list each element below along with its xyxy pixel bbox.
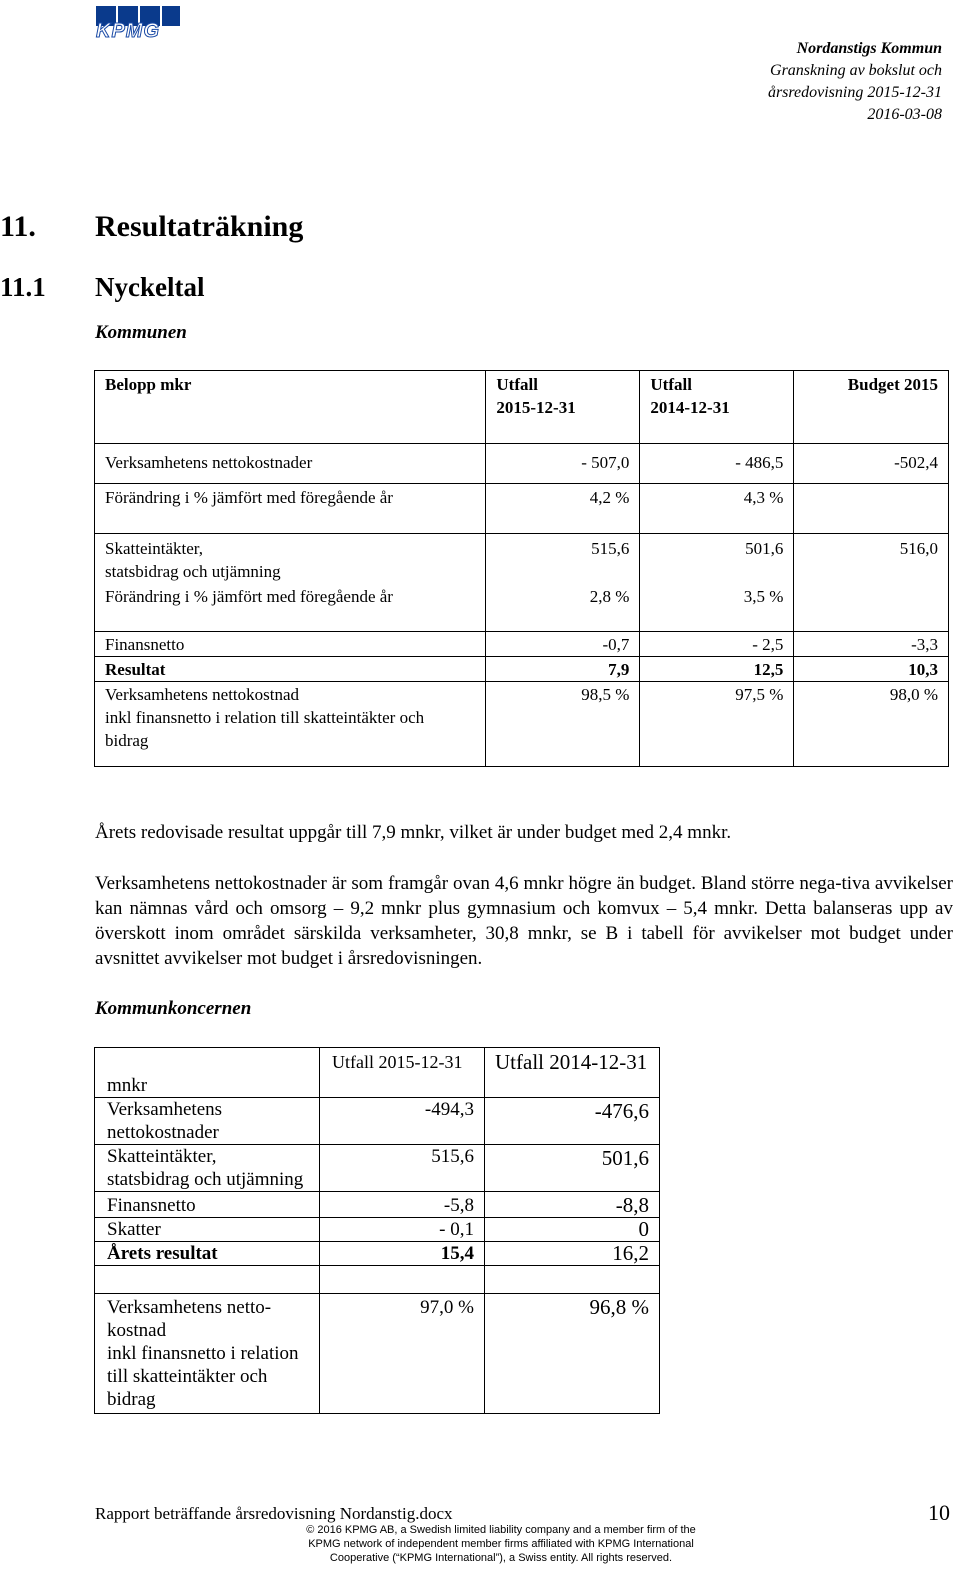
- koncern-heading: Kommunkoncernen: [95, 998, 252, 1019]
- table-row: [95, 656, 949, 681]
- header-col1: Utfall 2015-12-31: [320, 1048, 485, 1098]
- cell: -502,4: [794, 444, 949, 484]
- table-row: [95, 1294, 660, 1414]
- header-col1: Utfall 2015-12-31: [486, 371, 640, 444]
- koncern-table: [94, 1047, 660, 1414]
- cell: 0: [485, 1218, 660, 1242]
- row-label: Årets resultat: [95, 1242, 320, 1266]
- cell: -476,6: [485, 1098, 660, 1145]
- copyright-line: KPMG network of independent member firms affiliated with KPMG International: [308, 1538, 694, 1550]
- logo-box: [162, 6, 180, 26]
- cell: 10,3: [794, 656, 949, 681]
- paragraph-analysis: Verksamhetens nettokostnader är som framgår ovan 4,6 mnkr högre än budget. Bland större nega-tiva avvikelser kan nämnas vård och omsorg – 9,2 mnkr plus gymnasium och komvux – 5,4 mnkr. Detta balanseras upp av överskott inom området särskilda verksamheter, 30,8 mnkr, se B i tabell för avvikelser mot budget under avsnittet avvikelser mot budget i årsredovisningen.: [95, 873, 953, 969]
- table-row: [95, 1098, 660, 1145]
- row-label: Finansnetto: [95, 631, 486, 656]
- cell: 98,5 %: [486, 681, 640, 766]
- cell: 501,6: [640, 534, 794, 584]
- table-row: [95, 1145, 660, 1192]
- cell: 98,0 %: [794, 681, 949, 766]
- document-header: [768, 38, 942, 126]
- cell: 515,6: [320, 1145, 485, 1192]
- cell: - 2,5: [640, 631, 794, 656]
- header-label: mnkr: [95, 1048, 320, 1098]
- header-line1: Granskning av bokslut och: [770, 62, 942, 79]
- table-row: [95, 444, 949, 484]
- spacer-row: [95, 1266, 660, 1294]
- cell: 16,2: [485, 1242, 660, 1266]
- subsection-title: Nyckeltal: [95, 272, 205, 302]
- copyright-line: Cooperative (“KPMG International”), a Swiss entity. All rights reserved.: [329, 1552, 673, 1564]
- table-row: [95, 631, 949, 656]
- section-title: Resultaträkning: [95, 210, 304, 243]
- cell: - 0,1: [320, 1218, 485, 1242]
- row-label: Skatteintäkter, statsbidrag och utjämning: [95, 534, 486, 584]
- copyright-notice: [200, 1523, 802, 1565]
- row-label: Verksamhetens nettokostnad inkl finansnetto i relation till skatteintäkter och bidrag: [95, 681, 486, 766]
- cell: 4,3 %: [640, 484, 794, 534]
- table-row: [95, 484, 949, 534]
- kommunen-table: [94, 370, 949, 767]
- header-org: Nordanstigs Kommun: [796, 40, 942, 57]
- cell: 516,0: [794, 534, 949, 584]
- cell: - 486,5: [640, 444, 794, 484]
- row-label: Förändring i % jämfört med föregående år: [95, 484, 486, 534]
- row-label: Verksamhetens nettokostnader: [95, 1098, 320, 1145]
- table-row: [95, 681, 949, 766]
- table-header-row: [95, 1048, 660, 1098]
- header-col2: Utfall 2014-12-31: [640, 371, 794, 444]
- header-col2: Utfall 2014-12-31: [485, 1048, 660, 1098]
- cell: 501,6: [485, 1145, 660, 1192]
- cell: 96,8 %: [485, 1294, 660, 1414]
- table-row: [95, 1192, 660, 1218]
- cell: -494,3: [320, 1098, 485, 1145]
- row-label: Skatter: [95, 1218, 320, 1242]
- subsection-number: 11.1: [0, 272, 46, 302]
- cell: 3,5 %: [640, 583, 794, 631]
- cell: [794, 583, 949, 631]
- logo-text: KPMG: [96, 20, 160, 42]
- cell: 4,2 %: [486, 484, 640, 534]
- cell: - 507,0: [486, 444, 640, 484]
- row-label: Förändring i % jämfört med föregående år: [95, 583, 486, 631]
- cell: 97,5 %: [640, 681, 794, 766]
- table-row: [95, 1242, 660, 1266]
- table-row: [95, 534, 949, 584]
- cell: -8,8: [485, 1192, 660, 1218]
- page-number: 10: [928, 1500, 950, 1525]
- kommunen-heading: Kommunen: [95, 322, 187, 343]
- table-row: [95, 583, 949, 631]
- cell: 12,5: [640, 656, 794, 681]
- header-col3: Budget 2015: [794, 371, 949, 444]
- table-row: [95, 1218, 660, 1242]
- cell: 97,0 %: [320, 1294, 485, 1414]
- row-label: Verksamhetens netto- kostnad inkl finansnetto i relation till skatteintäkter och bidrag: [95, 1294, 320, 1414]
- table-header-row: [95, 371, 949, 444]
- cell: 15,4: [320, 1242, 485, 1266]
- cell: [794, 484, 949, 534]
- row-label: Verksamhetens nettokostnader: [95, 444, 486, 484]
- cell: 7,9: [486, 656, 640, 681]
- header-date: 2016-03-08: [867, 106, 942, 123]
- paragraph-result: Årets redovisade resultat uppgår till 7,9 mnkr, vilket är under budget med 2,4 mnkr.: [95, 822, 732, 843]
- cell: 515,6: [486, 534, 640, 584]
- cell: -0,7: [486, 631, 640, 656]
- kpmg-logo: [94, 6, 180, 40]
- footer-filename: Rapport beträffande årsredovisning Nordanstig.docx: [95, 1504, 453, 1523]
- header-label: Belopp mkr: [95, 371, 486, 444]
- row-label: Resultat: [95, 656, 486, 681]
- cell: -3,3: [794, 631, 949, 656]
- header-line2: årsredovisning 2015-12-31: [767, 84, 942, 101]
- section-number: 11.: [0, 210, 36, 243]
- row-label: Skatteintäkter, statsbidrag och utjämning: [95, 1145, 320, 1192]
- cell: -5,8: [320, 1192, 485, 1218]
- row-label: Finansnetto: [95, 1192, 320, 1218]
- cell: 2,8 %: [486, 583, 640, 631]
- copyright-line: © 2016 KPMG AB, a Swedish limited liability company and a member firm of the: [306, 1524, 696, 1536]
